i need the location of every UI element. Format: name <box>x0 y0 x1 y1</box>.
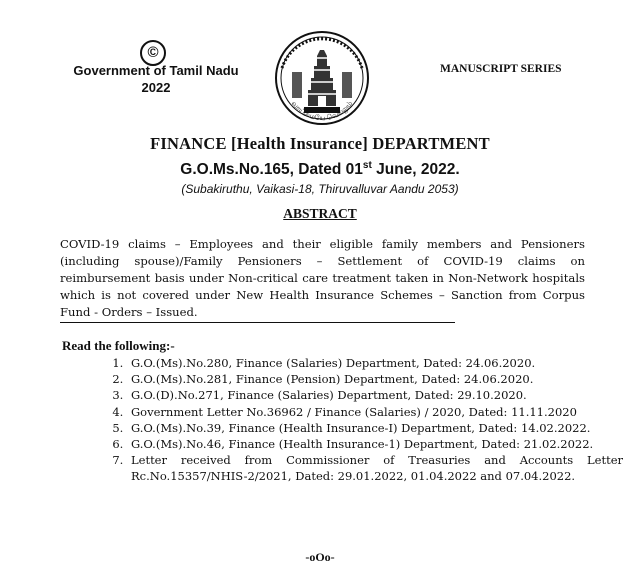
reference-item: 4. Government Letter No.36962 / Finance (Salaries) / 2020, Dated: 11.11.2020 <box>127 404 623 420</box>
abstract-underline <box>60 322 455 323</box>
department-title: FINANCE [Health Insurance] DEPARTMENT <box>150 134 490 153</box>
references-list <box>97 355 623 485</box>
government-name: Government of Tamil Nadu <box>73 63 239 78</box>
reference-item: 1. G.O.(Ms).No.280, Finance (Salaries) Department, Dated: 24.06.2020. <box>127 355 623 371</box>
government-heading <box>46 62 266 96</box>
order-date-rest: June, 2022. <box>371 161 460 179</box>
government-year: 2022 <box>141 80 171 95</box>
reference-item: 7. Letter received from Commissioner of Treasuries and Accounts Letter Rc.No.15357/NHIS-2/2021, Dated: 29.01.2022, 01.04.2022 and 07.04.2022. <box>127 452 623 484</box>
reference-item: 5. G.O.(Ms).No.39, Finance (Health Insurance-I) Department, Dated: 14.02.2022. <box>127 420 623 436</box>
order-number-prefix: G.O.Ms.No.165, Dated 01 <box>180 161 363 179</box>
copyright-symbol: © <box>140 40 166 66</box>
section-end-mark: -oOo- <box>305 550 335 564</box>
svg-text:வாய்மையே வெல்லும்: வாய்மையே வெல்லும் <box>289 99 355 123</box>
order-number <box>0 160 640 179</box>
read-following-title: Read the following:- <box>62 338 175 353</box>
tamil-nadu-emblem-icon <box>268 28 376 136</box>
abstract-title: ABSTRACT <box>283 206 357 221</box>
tamil-calendar-date: (Subakiruthu, Vaikasi-18, Thiruvalluvar Aandu 2053) <box>181 182 459 196</box>
order-date-suffix: st <box>362 160 372 171</box>
reference-item: 6. G.O.(Ms).No.46, Finance (Health Insurance-1) Department, Dated: 21.02.2022. <box>127 436 623 452</box>
reference-item: 2. G.O.(Ms).No.281, Finance (Pension) Department, Dated: 24.06.2020. <box>127 371 623 387</box>
abstract-body: COVID-19 claims – Employees and their eligible family members and Pensioners (including spouse)/Family Pensioners – Settlement of COVID-19 claims on reimbursement basis under Non-critical care treatment taken in Non-Network hospitals which is not covered under New Health Insurance Schemes – Sanction from Corpus Fund - Orders – Issued. <box>60 237 585 319</box>
manuscript-series-label: MANUSCRIPT SERIES <box>440 63 562 75</box>
reference-item: 3. G.O.(D).No.271, Finance (Salaries) Department, Dated: 29.10.2020. <box>127 387 623 403</box>
